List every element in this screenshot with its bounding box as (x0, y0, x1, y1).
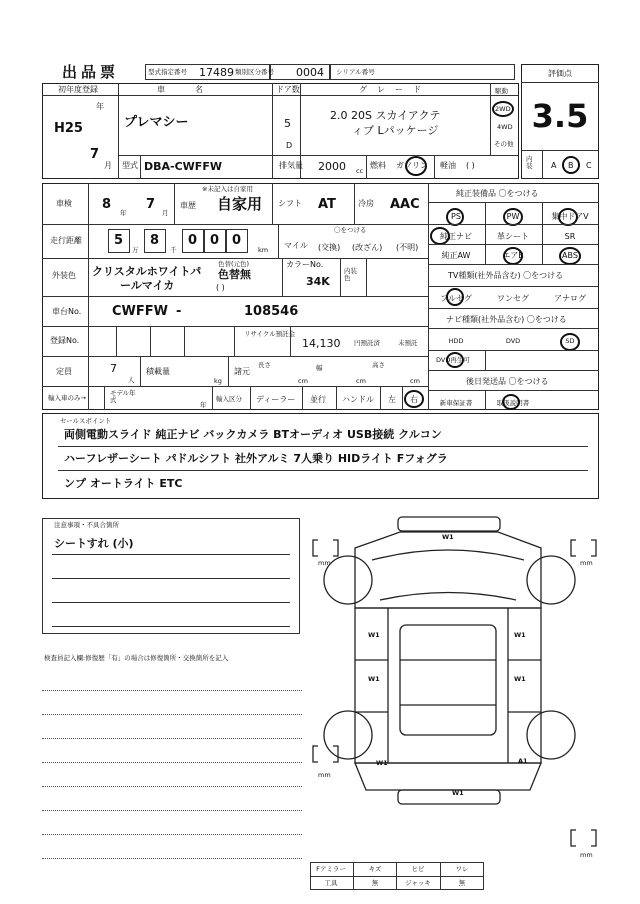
grade-line1: 2.0 20S スカイアクテ (330, 109, 441, 122)
fuel-diesel: 軽油 (440, 161, 456, 170)
sales-line2: ハーフレザーシート パドルシフト 社外アルミ 7人乗り HIDライト Fフォグラ (64, 452, 448, 465)
equip-leather: 革シート (497, 232, 529, 241)
tv-fullseg: フルセグ (440, 294, 472, 303)
mileage-opt-mile: マイル (284, 241, 308, 250)
width-unit: cm (356, 377, 366, 385)
inspection-year: 8 (102, 197, 112, 212)
cooler-value: AAC (390, 197, 420, 212)
inspection-label: 車検 (56, 199, 72, 208)
equip-sr: SR (564, 232, 576, 241)
mileage-digit-5: 0 (232, 233, 242, 248)
handle-label: ハンドル (342, 395, 374, 404)
shift-label: シフト (278, 199, 302, 208)
chassis-value2: 108546 (244, 304, 299, 319)
type-cert-value: 17489 (199, 66, 234, 79)
chassis-label: 車台No. (52, 307, 82, 316)
recycle-unit: 円預託済 (354, 339, 380, 347)
displacement-value: 2000 (318, 160, 346, 173)
equip-pw: PW (506, 212, 520, 221)
model-value: DBA-CWFFW (144, 160, 222, 173)
navi-sd: SD (565, 337, 575, 345)
recycle-label: リサイクル預託金 (244, 330, 296, 338)
car-name-label: 車名 (157, 85, 233, 94)
color-no-label: カラーNo. (286, 260, 324, 269)
mileage-digit-2: 8 (150, 233, 160, 248)
interior-c: C (586, 161, 592, 170)
later-warranty: 新車保証書 (439, 399, 473, 407)
history-value: 自家用 (217, 195, 263, 213)
sales-line3: ンプ オートライト ETC (64, 477, 183, 490)
mileage-opt-unknown: (不明) (396, 243, 419, 252)
interior-color-label: 内装色 (344, 267, 357, 282)
capacity-label: 定員 (56, 367, 72, 376)
equip-central-lock: 集中ドアV (551, 212, 589, 221)
navi-hdd: HDD (448, 337, 464, 345)
interior-a: A (551, 161, 557, 170)
doors-suffix: D (286, 141, 293, 150)
load-unit: kg (214, 377, 222, 385)
inspection-year-unit: 年 (120, 209, 127, 217)
grade-label: グレード (359, 85, 431, 94)
parallel-label: 並行 (310, 395, 326, 404)
form-title: 出品票 (62, 63, 120, 81)
mark-right-rear-door: W1 (514, 675, 526, 683)
repaint-paren: ( ) (216, 283, 225, 292)
drive-4wd: 4WD (497, 123, 513, 131)
equip-abs: ABS (562, 251, 578, 260)
mark-rear-bumper: W1 (452, 789, 464, 797)
chassis-value1: CWFFW (112, 304, 168, 319)
first-reg-label: 初年度登録 (58, 85, 98, 94)
model-label: 型式 (122, 161, 138, 170)
mark-right-rear: A1 (518, 757, 528, 765)
color-value-line2: ールマイカ (120, 279, 175, 292)
mileage-circle-label: 〇をつける (334, 226, 367, 234)
car-name-value: プレマシー (124, 115, 189, 130)
legend-header-4: ワレ (455, 865, 469, 873)
mileage-opt-exchange: (交換) (318, 243, 341, 252)
mileage-sen: 千 (170, 246, 177, 254)
mark-front: W1 (442, 533, 454, 541)
inspector-label: 検査員記入欄:修復歴「有」の場合は修復箇所・交換箇所を記入 (44, 654, 229, 662)
capacity-unit: 人 (128, 376, 135, 384)
mileage-man: 万 (132, 246, 139, 254)
dvd-label: DVD再生可 (436, 356, 470, 364)
legend-header-2: キズ (368, 865, 382, 873)
inspection-month: 7 (146, 197, 156, 212)
repaint-label: 色替(元色) (218, 260, 250, 268)
recycle-value: 14,130 (302, 337, 341, 350)
height-label: 高さ (372, 361, 385, 369)
drive-other: その他 (494, 140, 514, 148)
first-reg-month: 7 (90, 147, 100, 162)
mark-left-front-door: W1 (368, 631, 380, 639)
notes-label: 注意事項・不具合箇所 (54, 521, 119, 529)
mark-right-front-door: W1 (514, 631, 526, 639)
legend-value-2: 無 (371, 879, 379, 887)
cooler-label: 冷房 (358, 199, 374, 208)
mileage-label: 走行距離 (50, 236, 82, 245)
tv-oneseg: ワンセグ (497, 294, 529, 303)
tv-analog: アナログ (554, 294, 586, 303)
doors-value: 5 (284, 117, 291, 130)
mark-left-rear: W1 (376, 759, 388, 767)
equipment-title: 純正装備品 〇をつける (456, 189, 539, 198)
inspection-month-unit: 月 (162, 209, 169, 217)
interior-label: 内装 (526, 155, 533, 170)
sales-label: セールスポイント (60, 417, 112, 425)
grade-line2: ィブ Lパッケージ (352, 124, 439, 137)
dimensions-label: 諸元 (234, 367, 250, 376)
height-unit: cm (410, 377, 420, 385)
score-label: 評価点 (548, 69, 572, 78)
capacity-value: 7 (110, 362, 117, 375)
mm-label-1: mm (318, 559, 331, 567)
tv-title: TV種類(社外品含む) 〇をつける (448, 271, 564, 280)
navi-title: ナビ種類(社外品含む) 〇をつける (446, 315, 567, 324)
width-label: 幅 (316, 364, 323, 372)
mileage-digit-4: 0 (210, 233, 220, 248)
handle-left: 左 (388, 395, 396, 404)
type-cert-label: 型式指定番号 (148, 68, 187, 76)
model-year-unit: 年 (200, 401, 207, 409)
recycle-none: 未預託 (398, 339, 418, 347)
equip-ps: PS (451, 212, 461, 221)
length-label: 長さ (258, 361, 271, 369)
later-manual: 取扱説明書 (496, 399, 530, 407)
first-reg-year: H25 (54, 121, 83, 136)
mm-label-4: mm (580, 851, 593, 859)
history-note: ※未記入は自家用 (202, 185, 253, 193)
load-label: 積載量 (146, 367, 170, 376)
legend-value-4: 無 (458, 879, 466, 887)
displacement-label: 排気量 (279, 161, 303, 170)
repaint-value: 色替無 (218, 268, 251, 281)
score-value: 3.5 (531, 97, 589, 135)
month-unit: 月 (104, 161, 112, 170)
fuel-gasoline: ガソリン (396, 161, 428, 170)
equip-navi: 純正ナビ (440, 232, 472, 241)
model-year-label: モデル年式 (110, 389, 136, 404)
fuel-paren: ( ) (466, 161, 475, 170)
color-no-value: 34K (306, 275, 330, 288)
drive-2wd: 2WD (495, 105, 511, 113)
mark-left-rear-door: W1 (368, 675, 380, 683)
mileage-opt-tampered: (改ざん) (352, 243, 383, 252)
dealer-label: ディーラー (256, 395, 296, 404)
fuel-label: 燃料 (370, 161, 386, 170)
mm-label-2: mm (580, 559, 593, 567)
sales-line1: 両側電動スライド 純正ナビ バックカメラ BTオーディオ USB接続 クルコン (64, 428, 442, 441)
mileage-digit-1: 5 (114, 233, 124, 248)
category-value: 0004 (296, 66, 324, 79)
equip-airbag: エアB (502, 251, 524, 260)
shift-value: AT (318, 197, 336, 212)
mileage-unit: km (258, 246, 269, 254)
history-label: 車歴 (180, 201, 196, 210)
color-label: 外装色 (52, 271, 76, 280)
equip-aw: 純正AW (441, 251, 471, 260)
color-value-line1: クリスタルホワイトパ (92, 265, 202, 278)
displacement-unit: cc (356, 167, 364, 175)
category-label: 類別区分番号 (235, 68, 274, 76)
serial-label: シリアル番号 (336, 68, 375, 76)
legend-header-3: ヒビ (411, 865, 425, 873)
navi-dvd: DVD (505, 337, 521, 345)
mileage-digit-3: 0 (188, 233, 198, 248)
year-unit: 年 (96, 102, 104, 111)
handle-right: 右 (410, 395, 418, 404)
legend-value-3: ジャッキ (405, 879, 431, 887)
doors-label: ドア数 (276, 85, 300, 94)
length-unit: cm (298, 377, 308, 385)
legend-value-1: 工具 (324, 879, 338, 887)
drive-label: 駆動 (495, 87, 508, 95)
chassis-dash: - (176, 304, 182, 319)
mm-label-3: mm (318, 771, 331, 779)
later-title: 後日発送品 〇をつける (466, 377, 549, 386)
notes-line1: シートすれ (小) (54, 537, 134, 550)
import-type-label: 輸入区分 (216, 395, 242, 403)
interior-b: B (568, 161, 574, 170)
reg-no-label: 登録No. (50, 336, 80, 345)
import-label: 輸入車のみ→ (48, 394, 86, 402)
legend-header-1: Fアミラー (316, 865, 346, 873)
